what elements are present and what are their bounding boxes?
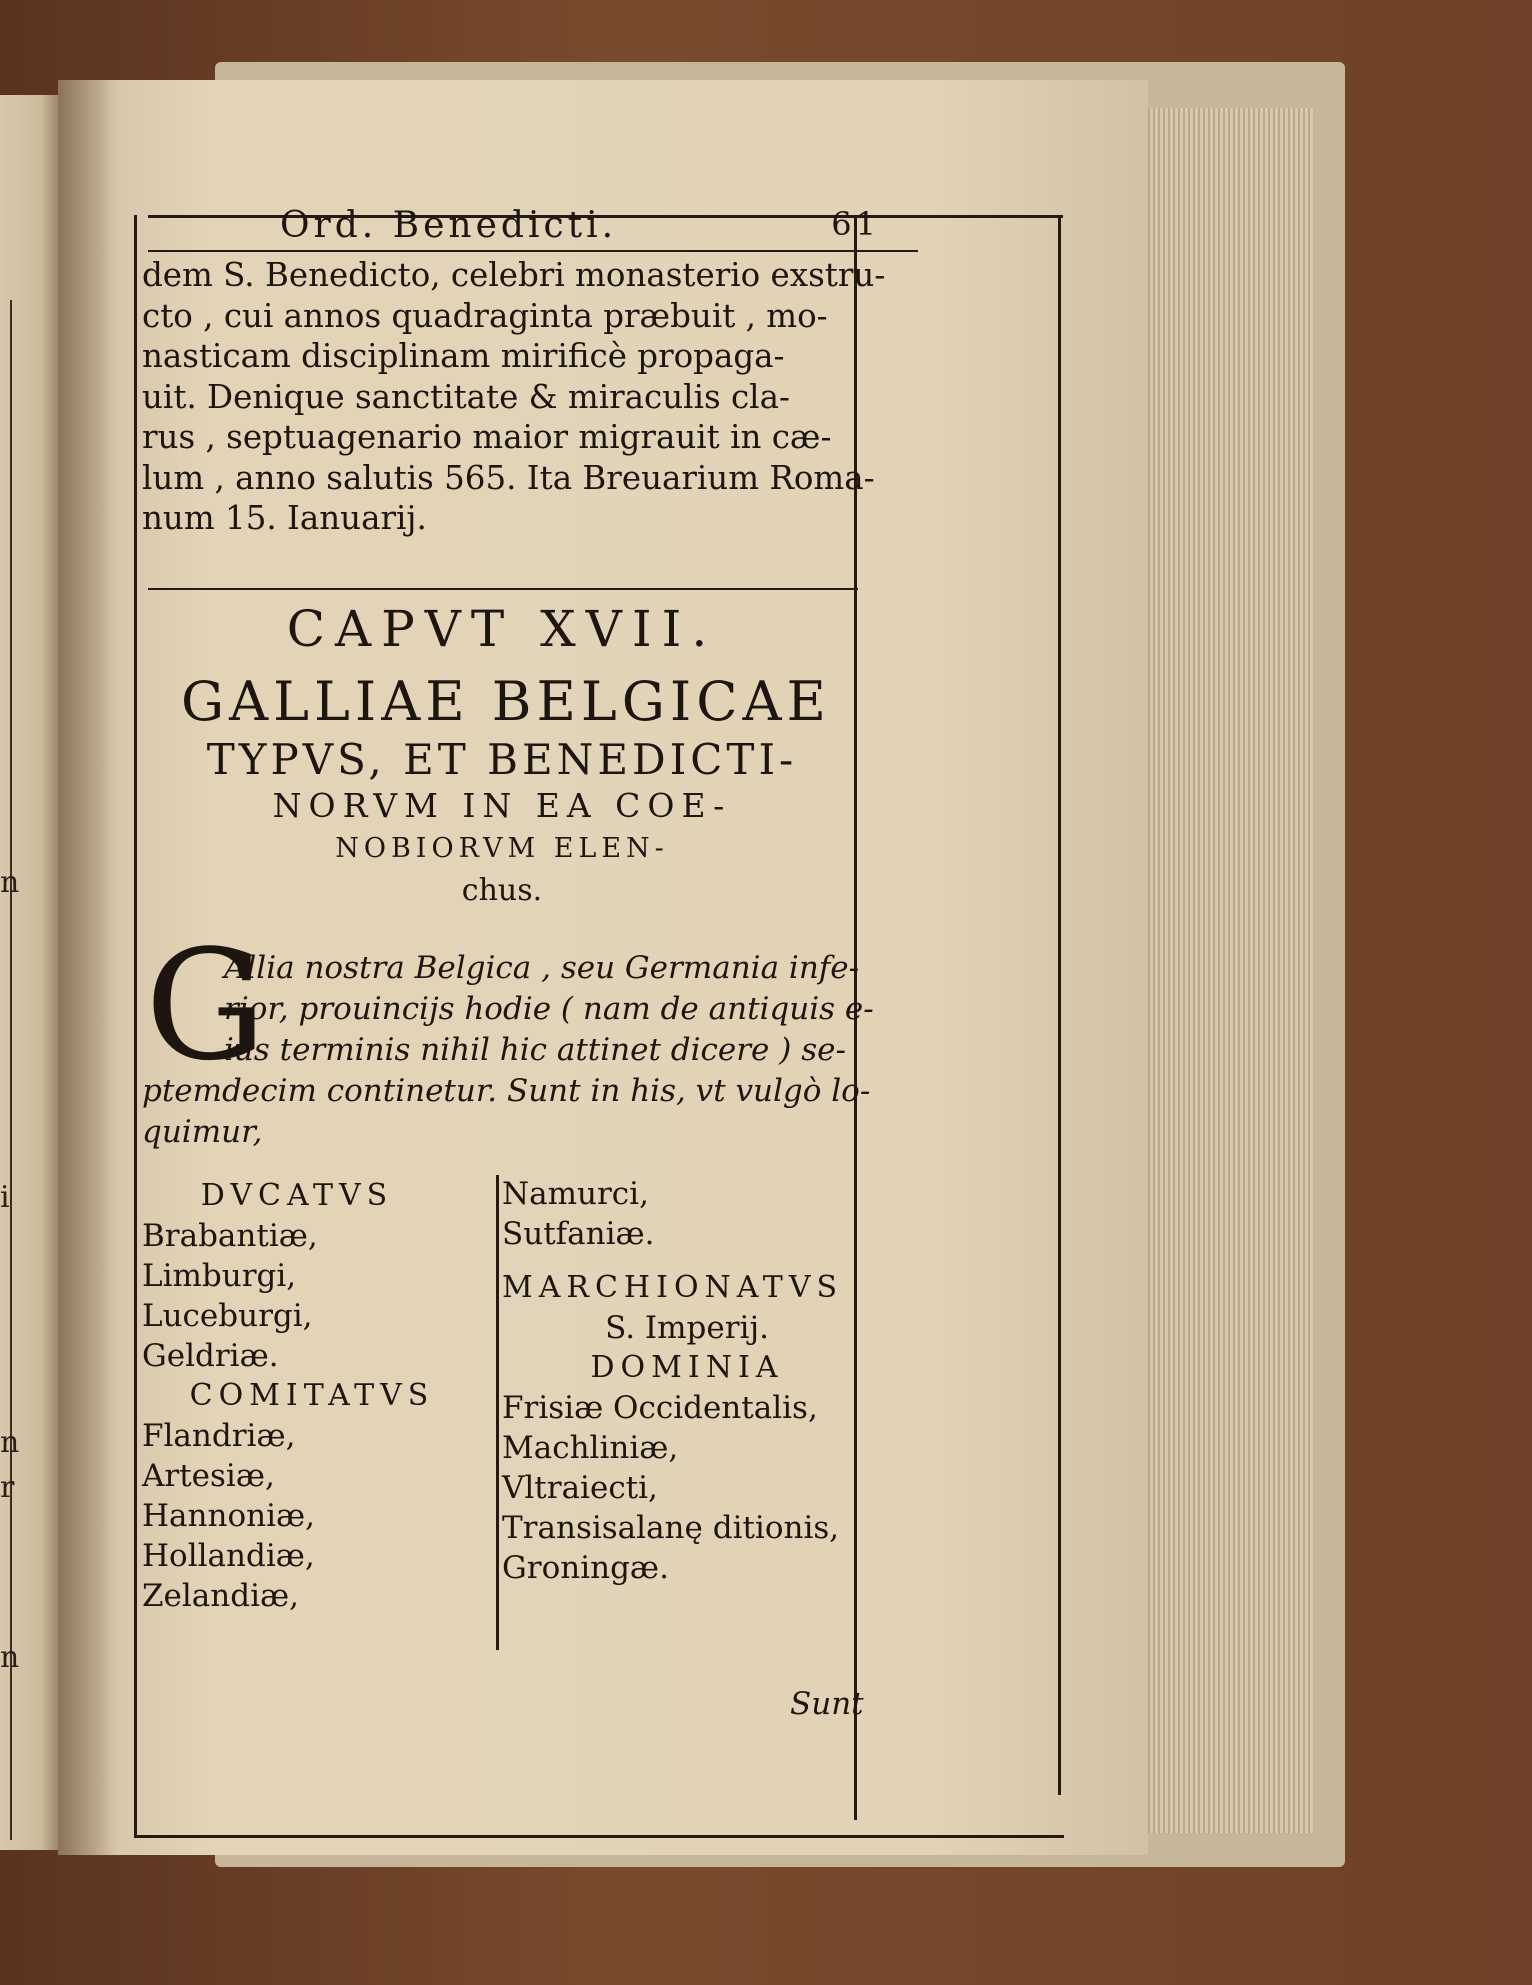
left-margin-glyphs: [0, 95, 58, 1850]
list-item: Machliniæ,: [502, 1430, 679, 1466]
intro-paragraph: [142, 255, 886, 539]
left-glyph: n: [0, 865, 20, 900]
left-glyph: n: [0, 1425, 20, 1460]
text-line: num 15. Ianuarij.: [142, 499, 427, 537]
list-item: Limburgi,: [142, 1258, 297, 1294]
text-line: Allia nostra Belgica , seu Germania infe-: [224, 950, 860, 986]
left-glyph: i: [0, 1180, 10, 1215]
list-item: Hannoniæ,: [142, 1498, 315, 1534]
text-line: quimur,: [142, 1114, 263, 1150]
list-heading: COMITATVS: [189, 1378, 435, 1413]
list-item: Hollandiæ,: [142, 1538, 315, 1574]
text-line: cto , cui annos quadraginta præbuit , mo-: [142, 296, 828, 335]
chapter-title-line: NORVM IN EA COE-: [272, 786, 732, 825]
text-line: lum , anno salutis 565. Ita Breuarium Roma-: [142, 458, 875, 497]
left-list-column: [142, 1176, 482, 1616]
chapter-title-line: chus.: [461, 873, 543, 908]
list-item: Namurci,: [502, 1176, 649, 1212]
list-subheading: S. Imperij.: [605, 1310, 769, 1346]
running-title: Ord. Benedicti.: [280, 205, 618, 246]
text-line: ptemdecim continetur. Sunt in his, vt vulgò lo-: [142, 1073, 871, 1109]
right-list-column: [502, 1174, 872, 1588]
list-item: Artesiæ,: [142, 1458, 275, 1494]
left-page-fragment: [0, 95, 58, 1850]
catchword: Sunt: [790, 1686, 864, 1722]
chapter-title-line: TYPVS, ET BENEDICTI-: [206, 735, 798, 784]
page-number: 61: [831, 205, 880, 243]
running-head: [230, 205, 880, 255]
gutter-shadow: [58, 80, 118, 1855]
list-heading: MARCHIONATVS: [502, 1270, 844, 1305]
list-item: Zelandiæ,: [142, 1578, 299, 1614]
list-heading: DOMINIA: [590, 1350, 784, 1385]
left-glyph: r: [0, 1470, 15, 1505]
list-item: Transisalanę ditionis,: [502, 1510, 840, 1546]
frame-left-rule: [134, 215, 137, 1835]
frame-bottom-rule: [134, 1835, 1064, 1838]
left-glyph: n: [0, 1640, 20, 1675]
chapter-title-line: GALLIAE BELGICAE: [181, 670, 831, 733]
list-item: Brabantiæ,: [142, 1218, 318, 1254]
list-item: Frisiæ Occidentalis,: [502, 1390, 818, 1426]
text-line: dem S. Benedicto, celebri monasterio exstru-: [142, 256, 886, 294]
list-item: Geldriæ.: [142, 1338, 279, 1374]
list-item: Groningæ.: [502, 1550, 669, 1586]
frame-outer-right-rule: [1058, 215, 1061, 1795]
italic-paragraph: [142, 948, 872, 1153]
drop-cap: G: [145, 917, 267, 1094]
list-item: Sutfaniæ.: [502, 1216, 655, 1252]
text-line: rior, prouincijs hodie ( nam de antiquis e-: [224, 991, 874, 1027]
chapter-divider-rule: [148, 588, 858, 590]
list-item: Vltraiecti,: [502, 1470, 658, 1506]
text-line: rus , septuagenario maior migrauit in cæ-: [142, 418, 832, 456]
text-line: ius terminis nihil hic attinet dicere ) se-: [224, 1032, 846, 1068]
text-line: uit. Denique sanctitate & miraculis cla-: [142, 377, 790, 416]
column-divider-rule: [496, 1175, 499, 1650]
text-line: nasticam disciplinam mirificè propaga-: [142, 337, 785, 375]
chapter-number: CAPVT XVII.: [286, 600, 718, 658]
list-item: Flandriæ,: [142, 1418, 296, 1454]
page-block-edges: [1142, 108, 1313, 1833]
list-item: Luceburgi,: [142, 1298, 313, 1334]
list-heading: DVCATVS: [200, 1178, 394, 1213]
chapter-title-line: NOBIORVM ELEN-: [335, 833, 669, 864]
